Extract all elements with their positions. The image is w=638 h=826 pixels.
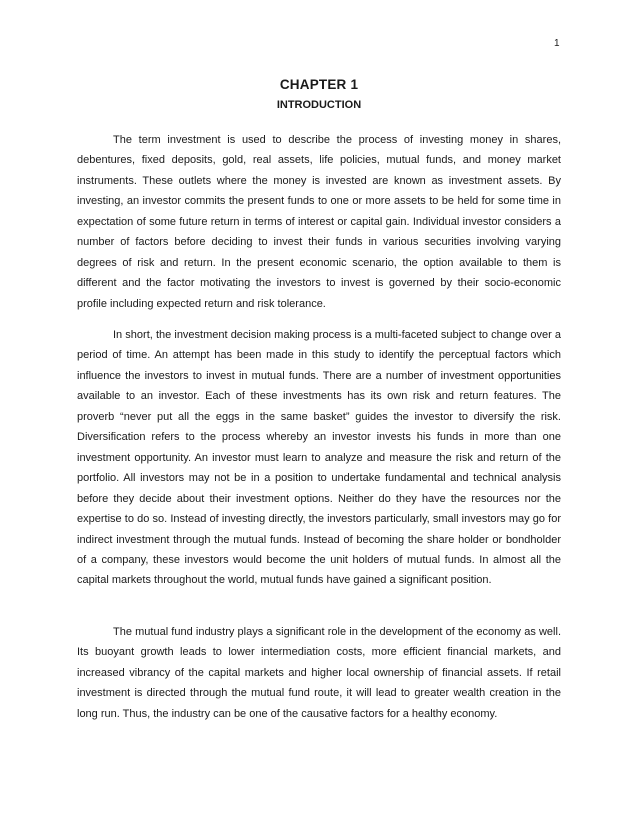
paragraph-mutual-fund-industry: The mutual fund industry plays a significant role in the development of the economy as well. Its buoyant growth leads to lower intermediation costs, more efficient financial markets, and increased vibrancy of the capital markets and higher local ownership of financial assets. If retail investment is directed through the mutual fund route, it will lead to greater wealth creation in the long run. Thus, the industry can be one of the causative factors for a healthy economy. [77,626,561,720]
section-heading: INTRODUCTION [276,99,362,111]
paragraph-investment-decision: In short, the investment decision making process is a multi-faceted subject to change over a period of time. An attempt has been made in this study to identify the perceptual factors which influence the investors to invest in mutual funds. There are a number of investment opportunities available to an investor. Each of these investments has its own risk and return features. The proverb “never put all the eggs in the same basket” guides the investor to diversify the risk. Diversification refers to the process whereby an investor invests his funds in more than one investment opportunity. An investor must learn to analyze and measure the risk and return of the portfolio. All investors may not be in a position to undertake fundamental and technical analysis before they decide about their investment options. Neither do they have the resources nor the expertise to do so. Instead of investing directly, the investors particularly, small investors may go for indirect investment through the mutual funds. Instead of becoming the share holder or bondholder of a company, these investors would become the unit holders of mutual funds. In almost all the capital markets throughout the world, mutual funds have gained a significant position. [77,329,561,587]
chapter-title: CHAPTER 1 [279,77,359,92]
paragraph-intro: The term investment is used to describe the process of investing money in shares, debentures, fixed deposits, gold, real assets, life policies, mutual funds, and money market instruments. These outlets where the money is invested are known as investment assets. By investing, an investor commits the present funds to one or more assets to be held for some time in expectation of some future return in terms of interest or capital gain. Individual investor considers a number of factors before deciding to invest their funds in various securities involving varying degrees of risk and return. In the present economic scenario, the option available to them is different and the factor motivating the investors to invest is governed by their socio-economic profile including expected return and risk tolerance. [77,134,561,310]
page-number: 1 [554,38,560,49]
